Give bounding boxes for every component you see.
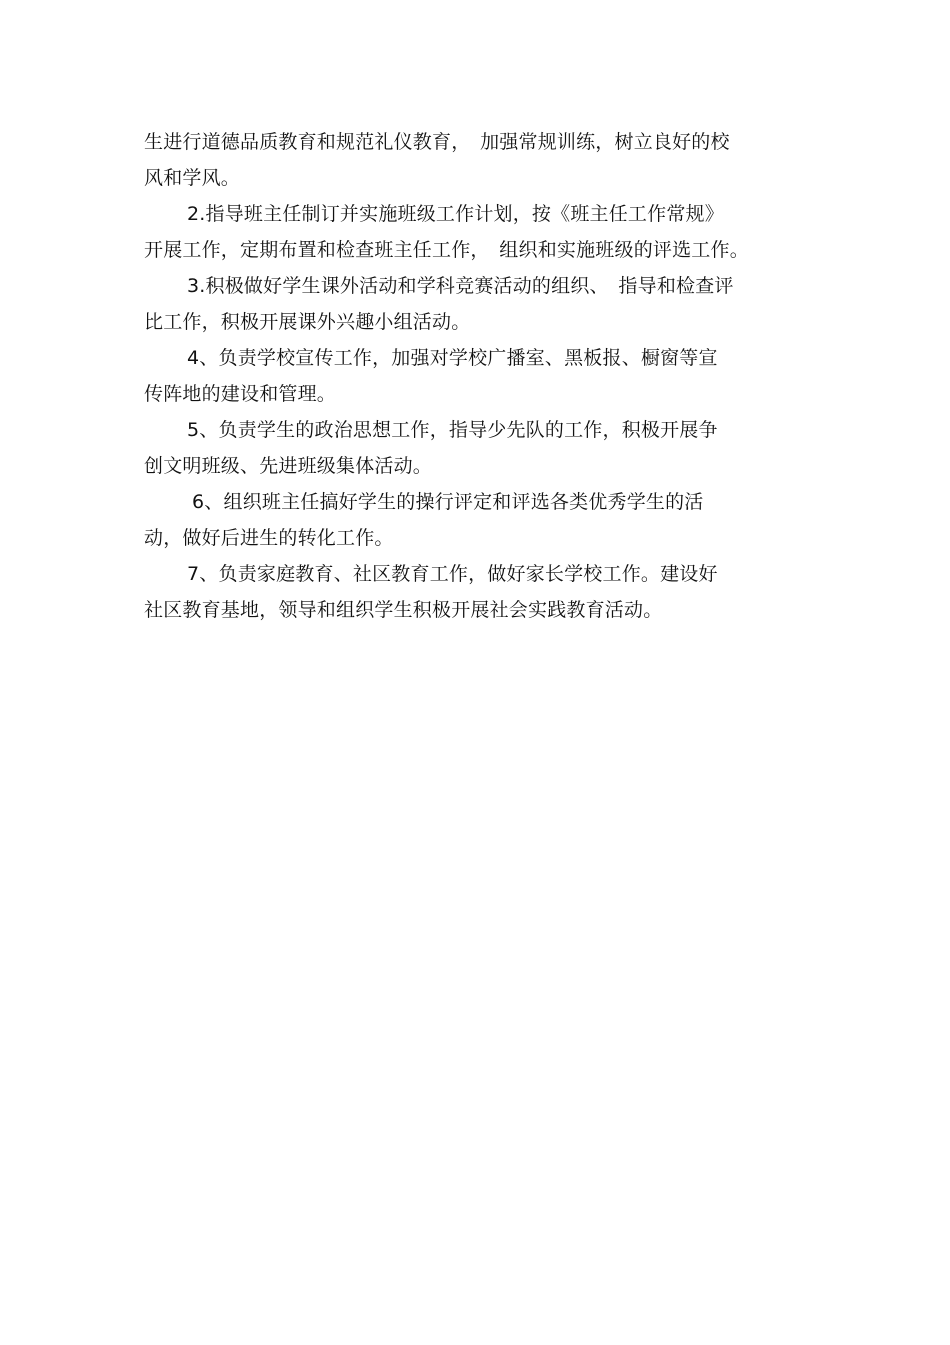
text-line: 3.积极做好学生课外活动和学科竞赛活动的组织、 指导和检查评 bbox=[187, 275, 734, 297]
paragraph-item-4 bbox=[144, 340, 804, 412]
text-line: 2.指导班主任制订并实施班级工作计划，按《班主任工作常规》 bbox=[187, 203, 724, 225]
text-line: 动，做好后进生的转化工作。 bbox=[144, 527, 394, 549]
document-body bbox=[144, 124, 804, 628]
text-line: 风和学风。 bbox=[144, 167, 241, 189]
paragraph-item-6 bbox=[144, 484, 804, 556]
text-line: 7、负责家庭教育、社区教育工作，做好家长学校工作。建设好 bbox=[187, 563, 718, 585]
text-line: 5、负责学生的政治思想工作，指导少先队的工作，积极开展争 bbox=[187, 419, 718, 441]
paragraph-item-2 bbox=[144, 196, 804, 268]
text-line: 传阵地的建设和管理。 bbox=[144, 383, 337, 405]
paragraph-continuation bbox=[144, 124, 804, 196]
text-line: 比工作，积极开展课外兴趣小组活动。 bbox=[144, 311, 471, 333]
paragraph-item-7 bbox=[144, 556, 804, 628]
text-line: 开展工作，定期布置和检查班主任工作， 组织和实施班级的评选工作。 bbox=[144, 239, 749, 261]
text-line: 社区教育基地，领导和组织学生积极开展社会实践教育活动。 bbox=[144, 599, 663, 621]
paragraph-item-3 bbox=[144, 268, 804, 340]
paragraph-item-5 bbox=[144, 412, 804, 484]
text-line: 创文明班级、先进班级集体活动。 bbox=[144, 455, 433, 477]
text-line: 4、负责学校宣传工作，加强对学校广播室、黑板报、橱窗等宣 bbox=[187, 347, 718, 369]
text-line: 生进行道德品质教育和规范礼仪教育， 加强常规训练，树立良好的校 bbox=[144, 131, 730, 153]
text-line: 6、组织班主任搞好学生的操行评定和评选各类优秀学生的活 bbox=[192, 491, 704, 513]
